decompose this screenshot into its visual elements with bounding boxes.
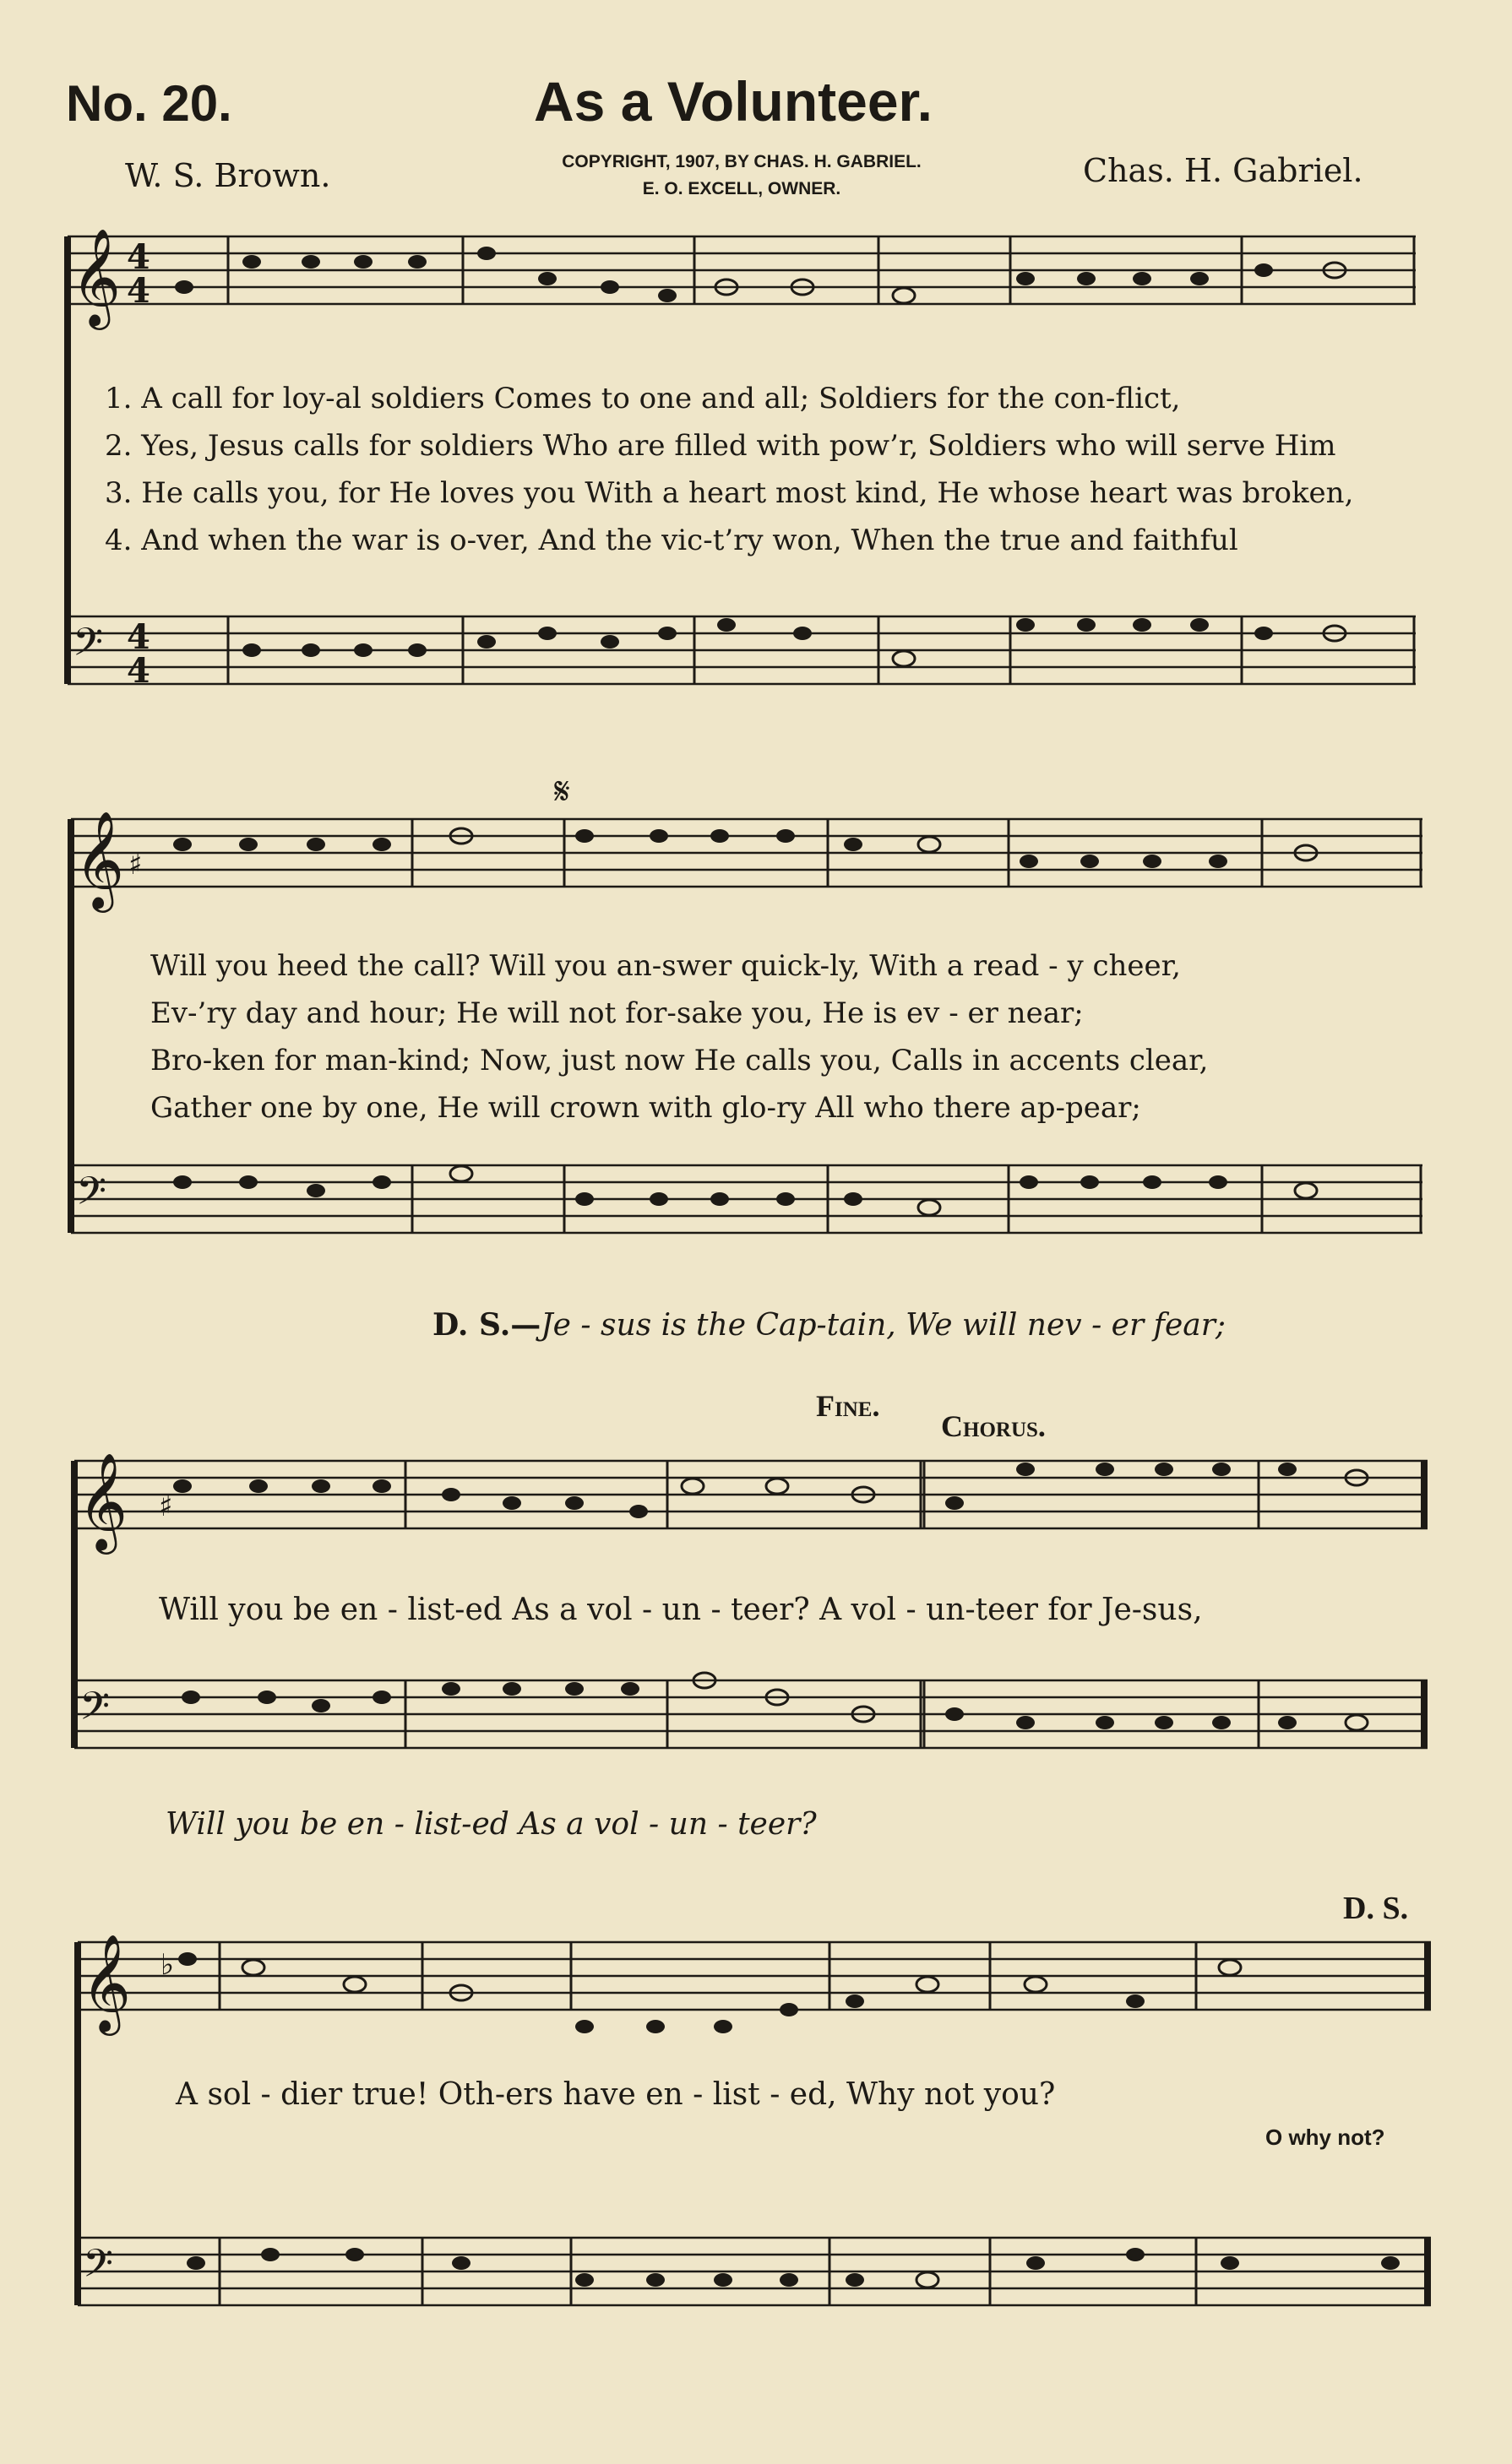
verse-3-line-2: Bro-ken for man-kind; Now, just now He calls you, Calls in accents clear, [150, 1044, 1209, 1077]
chorus-lyric-2: A sol - dier true! Oth-ers have en - list - ed, Why not you? [176, 2077, 1056, 2112]
verse-3-line: 3. He calls you, for He loves you With a heart most kind, He whose heart was broken, [105, 476, 1354, 510]
svg-text:𝄞: 𝄞 [81, 1933, 132, 2032]
svg-text:𝄢: 𝄢 [79, 1684, 111, 1739]
verse-1-line: 1. A call for loy-al soldiers Comes to one and all; Soldiers for the con-flict, [105, 382, 1181, 415]
composer: Chas. H. Gabriel. [1083, 152, 1363, 189]
verse-2-line-2: Ev-’ry day and hour; He will not for-sake you, He is ev - er near; [150, 996, 1084, 1030]
verse-2-line: 2. Yes, Jesus calls for soldiers Who are filled with pow’r, Soldiers who will serve Him [105, 429, 1336, 463]
copyright-line-2: E. O. EXCELL, OWNER. [642, 179, 841, 198]
dal-segno-line [432, 1307, 1226, 1343]
verses-part-2 [150, 942, 1208, 1132]
chorus-bass-echo: Will you be en - list-ed As a vol - un - teer? [166, 1807, 817, 1842]
verse-4-line-2: Gather one by one, He will crown with glo-ry All who there ap-pear; [150, 1091, 1141, 1125]
treble-staff-1 [68, 227, 1416, 330]
ds-mark: D. S. [1343, 1891, 1409, 1926]
ds-words: Je - sus is the Cap-tain, We will nev - er fear; [541, 1308, 1226, 1343]
svg-text:4: 4 [127, 651, 150, 691]
hymn-number: No. 20. [66, 75, 232, 132]
svg-text:𝄢: 𝄢 [73, 620, 104, 675]
copyright-notice [505, 149, 978, 203]
ds-label: D. S.— [432, 1307, 541, 1343]
svg-text:♯: ♯ [159, 1490, 173, 1523]
why-not-echo: O why not? [1265, 2125, 1385, 2150]
svg-text:𝄋: 𝄋 [554, 770, 570, 813]
svg-text:4: 4 [127, 271, 150, 311]
svg-text:♯: ♯ [128, 848, 143, 882]
svg-text:4: 4 [127, 237, 150, 277]
svg-text:𝄢: 𝄢 [83, 2241, 114, 2296]
bass-staff-4 [78, 2238, 1431, 2305]
fine-label: Fine. [816, 1389, 880, 1423]
verses-part-1 [105, 375, 1353, 564]
bass-staff-2 [71, 1165, 1422, 1233]
svg-text:♭: ♭ [160, 1948, 175, 1982]
chorus-label: Chorus. [941, 1409, 1046, 1443]
svg-text:𝄢: 𝄢 [76, 1169, 107, 1224]
chorus-lyric-1: Will you be en - list-ed As a vol - un - teer? A vol - un-teer for Je-sus, [159, 1593, 1203, 1627]
verse-1-line-2: Will you heed the call? Will you an-swer quick-ly, With a read - y cheer, [150, 949, 1181, 983]
copyright-line-1: COPYRIGHT, 1907, BY CHAS. H. GABRIEL. [562, 152, 922, 171]
svg-text:𝄞: 𝄞 [71, 227, 122, 326]
lyricist: W. S. Brown. [125, 157, 331, 194]
bass-staff-1 [68, 616, 1416, 691]
svg-text:𝄞: 𝄞 [78, 1452, 128, 1550]
svg-text:4: 4 [127, 617, 150, 657]
bass-staff-3 [74, 1680, 1428, 1748]
svg-text:𝄞: 𝄞 [74, 810, 125, 909]
verse-4-line: 4. And when the war is o-ver, And the vic-t’ry won, When the true and faithful [105, 524, 1238, 557]
treble-staff-4 [78, 1933, 1431, 2036]
hymn-title: As a Volunteer. [534, 70, 933, 133]
